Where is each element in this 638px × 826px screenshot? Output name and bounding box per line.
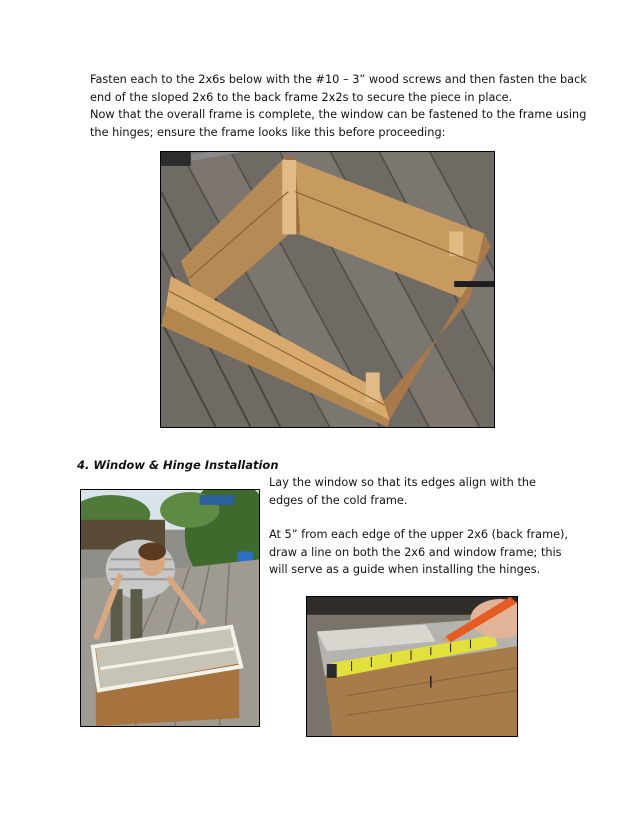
intro-paragraph-1: Fasten each to the 2x6s below with the #10 – 3” wood screws and then fasten the back end of the sloped 2x6 to the back frame 2x2s to secure the piece in place. [90,73,587,104]
person-placing-window-photo [80,489,260,727]
instruction-paragraph-1: Lay the window so that its edges align with the edges of the cold frame. [269,476,536,507]
wooden-cold-frame-photo [160,151,495,428]
intro-paragraph-2: Now that the overall frame is complete, the window can be fastened to the frame using the hinges; ensure the frame looks like this before proceeding: [90,108,587,139]
instruction-paragraph-2: At 5” from each edge of the upper 2x6 (back frame), draw a line on both the 2x6 and window frame; this will serve as a guide when installing the hinges. [269,528,569,577]
measuring-tape-photo [306,596,518,737]
instruction-text [269,474,569,596]
section-heading: 4. Window & Hinge Installation [77,458,279,472]
intro-text [90,71,590,141]
